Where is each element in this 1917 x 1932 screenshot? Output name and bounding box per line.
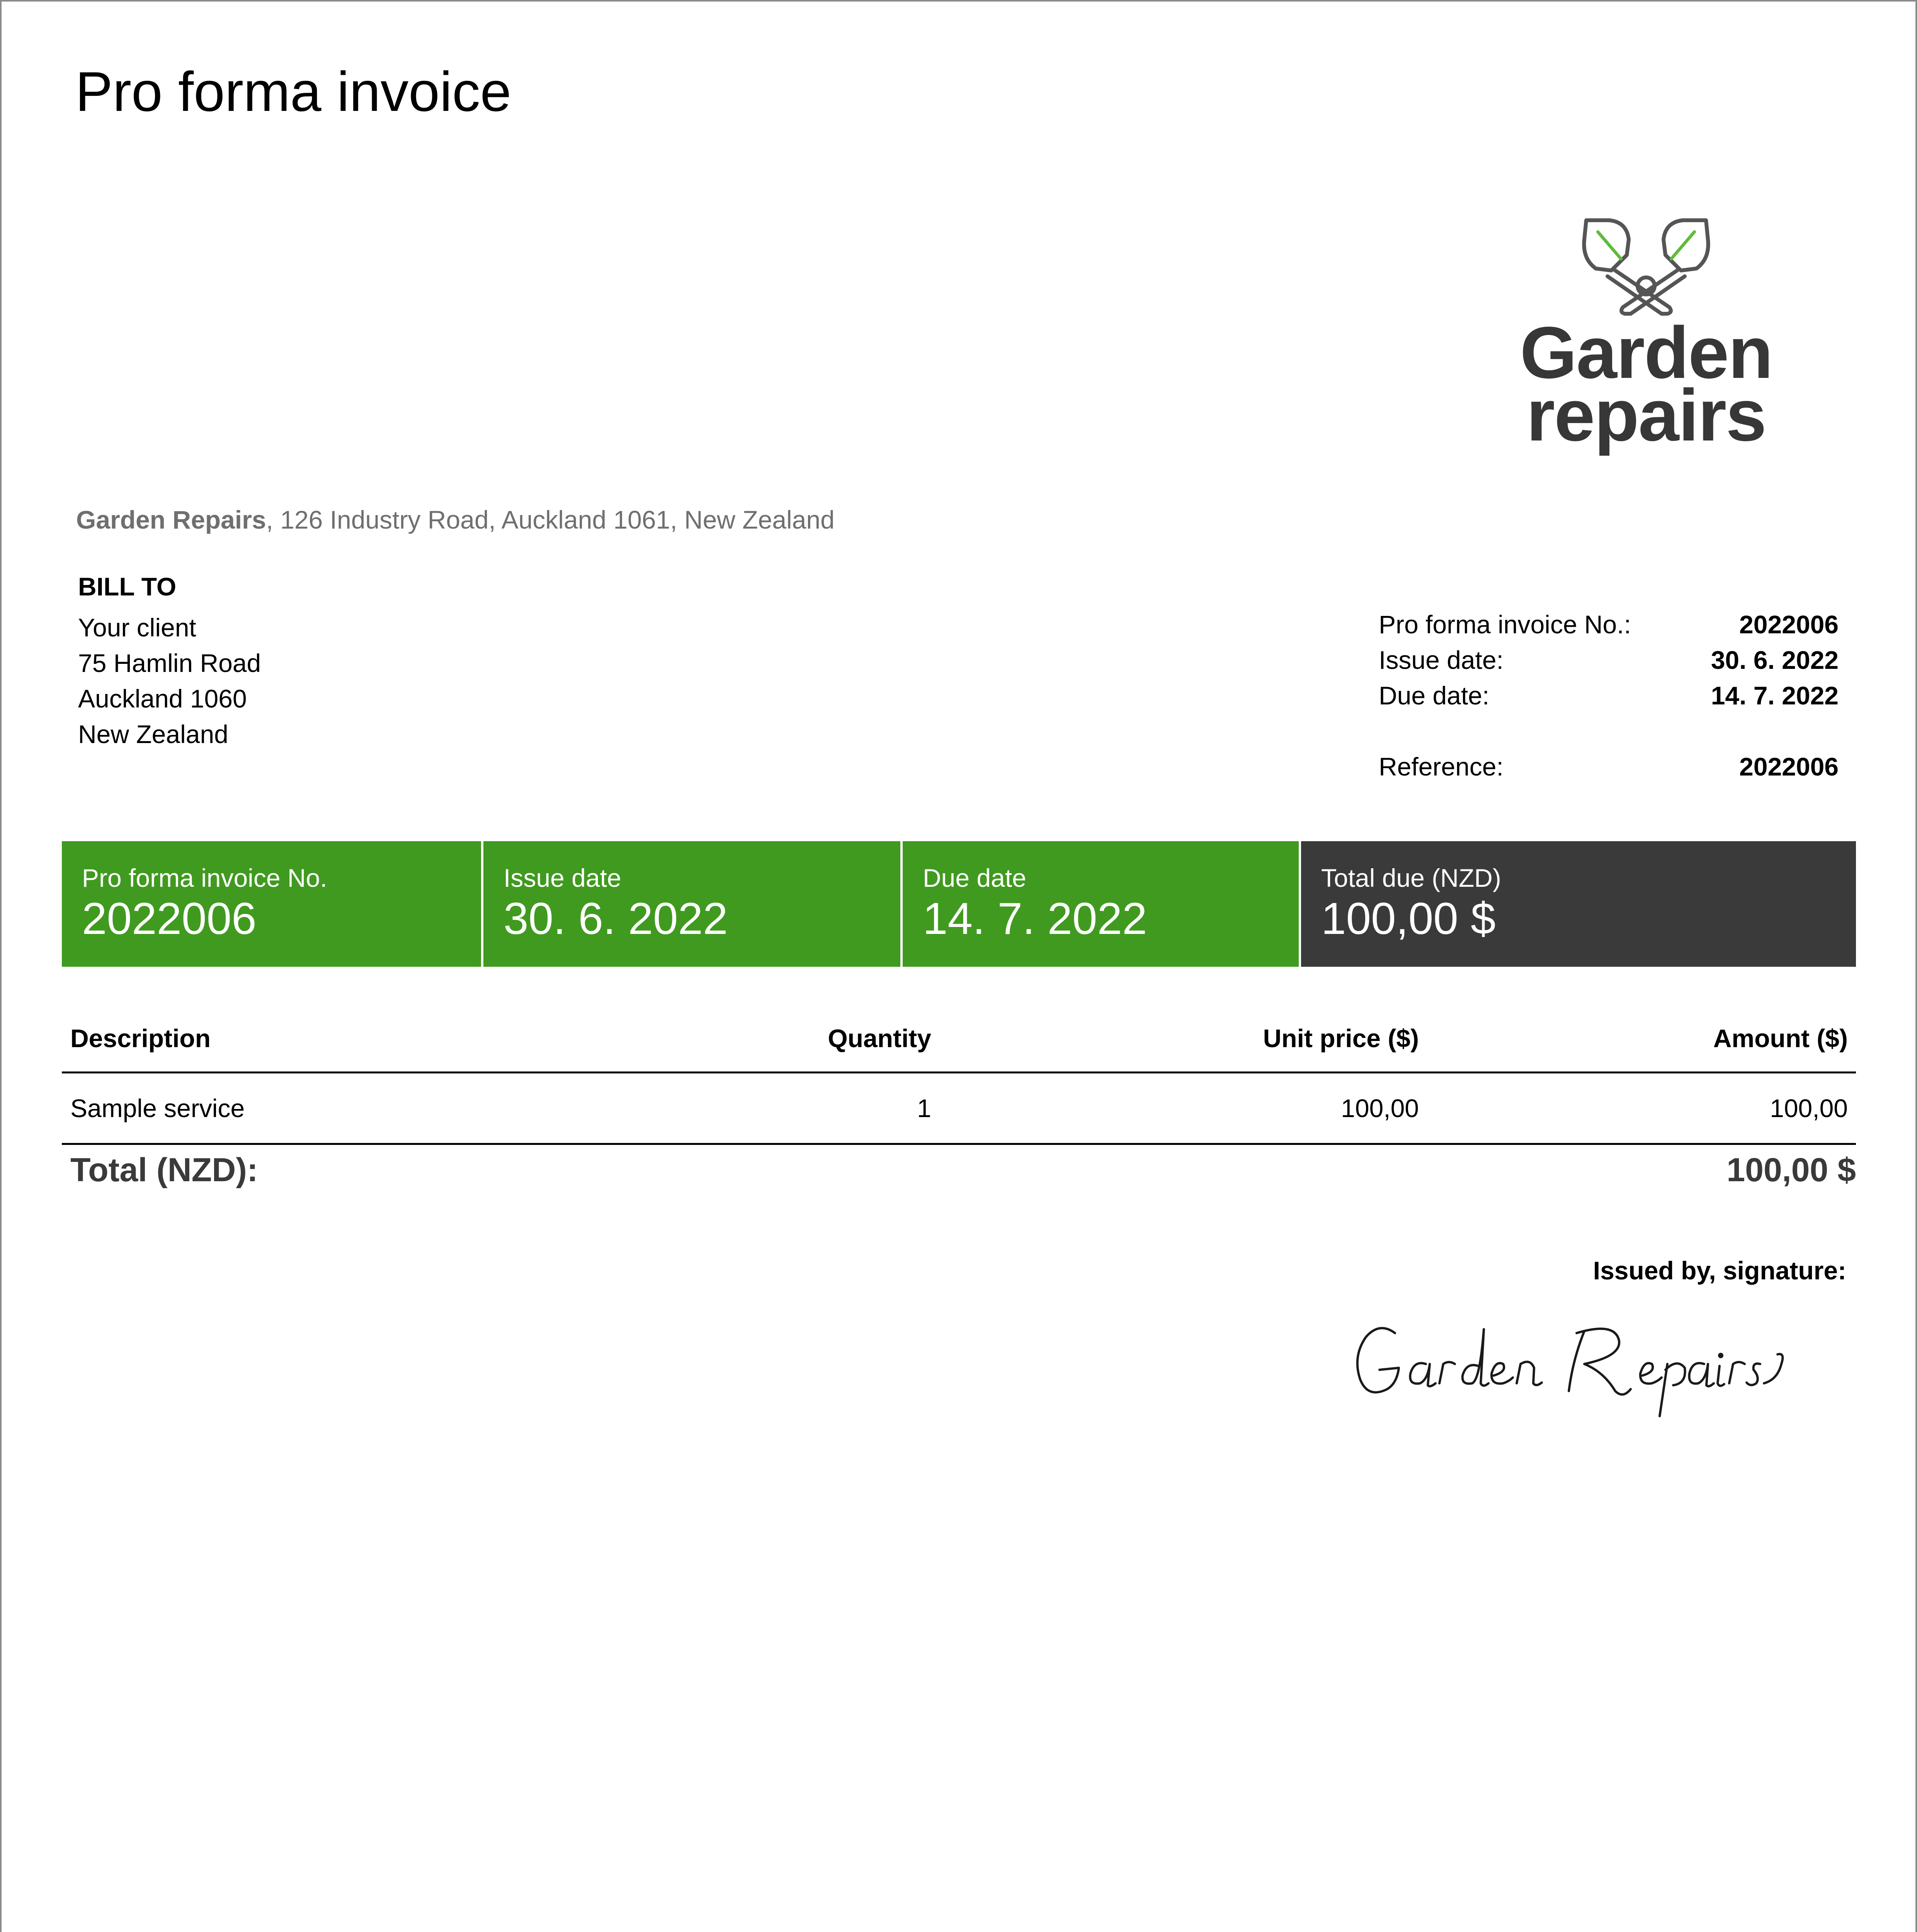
invoice-meta <box>1379 607 1839 784</box>
summary-label: Total due (NZD) <box>1321 864 1501 892</box>
total-value: 100,00 $ <box>1726 1151 1856 1189</box>
document-title: Pro forma invoice <box>75 60 512 123</box>
summary-issue-date <box>481 841 900 967</box>
bill-to-address <box>78 610 261 752</box>
summary-label: Issue date <box>503 864 621 892</box>
summary-invoice-no <box>62 841 481 967</box>
bill-to-line: 75 Hamlin Road <box>78 649 261 677</box>
logo-text-line-1: Garden <box>1520 312 1772 394</box>
column-header-description: Description <box>70 1024 211 1053</box>
items-table <box>62 1009 1856 1195</box>
bill-to-heading: BILL TO <box>78 572 177 601</box>
items-header-row <box>62 1009 1856 1073</box>
summary-total-due <box>1299 841 1856 967</box>
total-label: Total (NZD): <box>70 1151 258 1189</box>
cell-description: Sample service <box>70 1094 245 1122</box>
column-header-amount: Amount ($) <box>1713 1024 1848 1053</box>
meta-invoice-no <box>1379 607 1839 642</box>
bill-to-line: Your client <box>78 613 196 642</box>
summary-value: 14. 7. 2022 <box>923 893 1147 944</box>
sender-company: Garden Repairs <box>76 505 266 534</box>
summary-label: Pro forma invoice No. <box>82 864 327 892</box>
sender-address-line <box>76 504 835 535</box>
summary-value: 100,00 $ <box>1321 893 1496 944</box>
summary-label: Due date <box>923 864 1026 892</box>
company-logo <box>1511 213 1781 456</box>
summary-value: 30. 6. 2022 <box>503 893 728 944</box>
meta-value: 2022006 <box>1739 752 1839 781</box>
total-row <box>62 1145 1856 1195</box>
sender-address: , 126 Industry Road, Auckland 1061, New Zealand <box>266 505 835 534</box>
meta-label: Reference: <box>1379 752 1504 781</box>
meta-label: Pro forma invoice No.: <box>1379 610 1631 639</box>
meta-value: 30. 6. 2022 <box>1711 646 1839 674</box>
cell-quantity: 1 <box>917 1094 931 1122</box>
table-row <box>62 1073 1856 1145</box>
cell-amount: 100,00 <box>1770 1094 1848 1122</box>
meta-reference <box>1379 749 1839 784</box>
bill-to-line: New Zealand <box>78 720 228 748</box>
column-header-quantity: Quantity <box>828 1024 931 1053</box>
summary-due-date <box>900 841 1299 967</box>
logo-text-line-2: repairs <box>1526 374 1766 456</box>
crossed-trowels-icon <box>1511 213 1781 317</box>
meta-issue-date <box>1379 642 1839 678</box>
meta-value: 14. 7. 2022 <box>1711 681 1839 710</box>
meta-label: Issue date: <box>1379 646 1504 674</box>
bill-to-line: Auckland 1060 <box>78 684 247 713</box>
summary-bar <box>62 841 1856 967</box>
meta-value: 2022006 <box>1739 610 1839 639</box>
signature-label: Issued by, signature: <box>1593 1256 1846 1285</box>
signature-image <box>1337 1306 1832 1422</box>
meta-due-date <box>1379 678 1839 713</box>
summary-value: 2022006 <box>82 893 257 944</box>
column-header-unit-price: Unit price ($) <box>1263 1024 1419 1053</box>
handwritten-signature <box>1337 1306 1832 1422</box>
cell-unit-price: 100,00 <box>1341 1094 1419 1122</box>
meta-label: Due date: <box>1379 681 1490 710</box>
